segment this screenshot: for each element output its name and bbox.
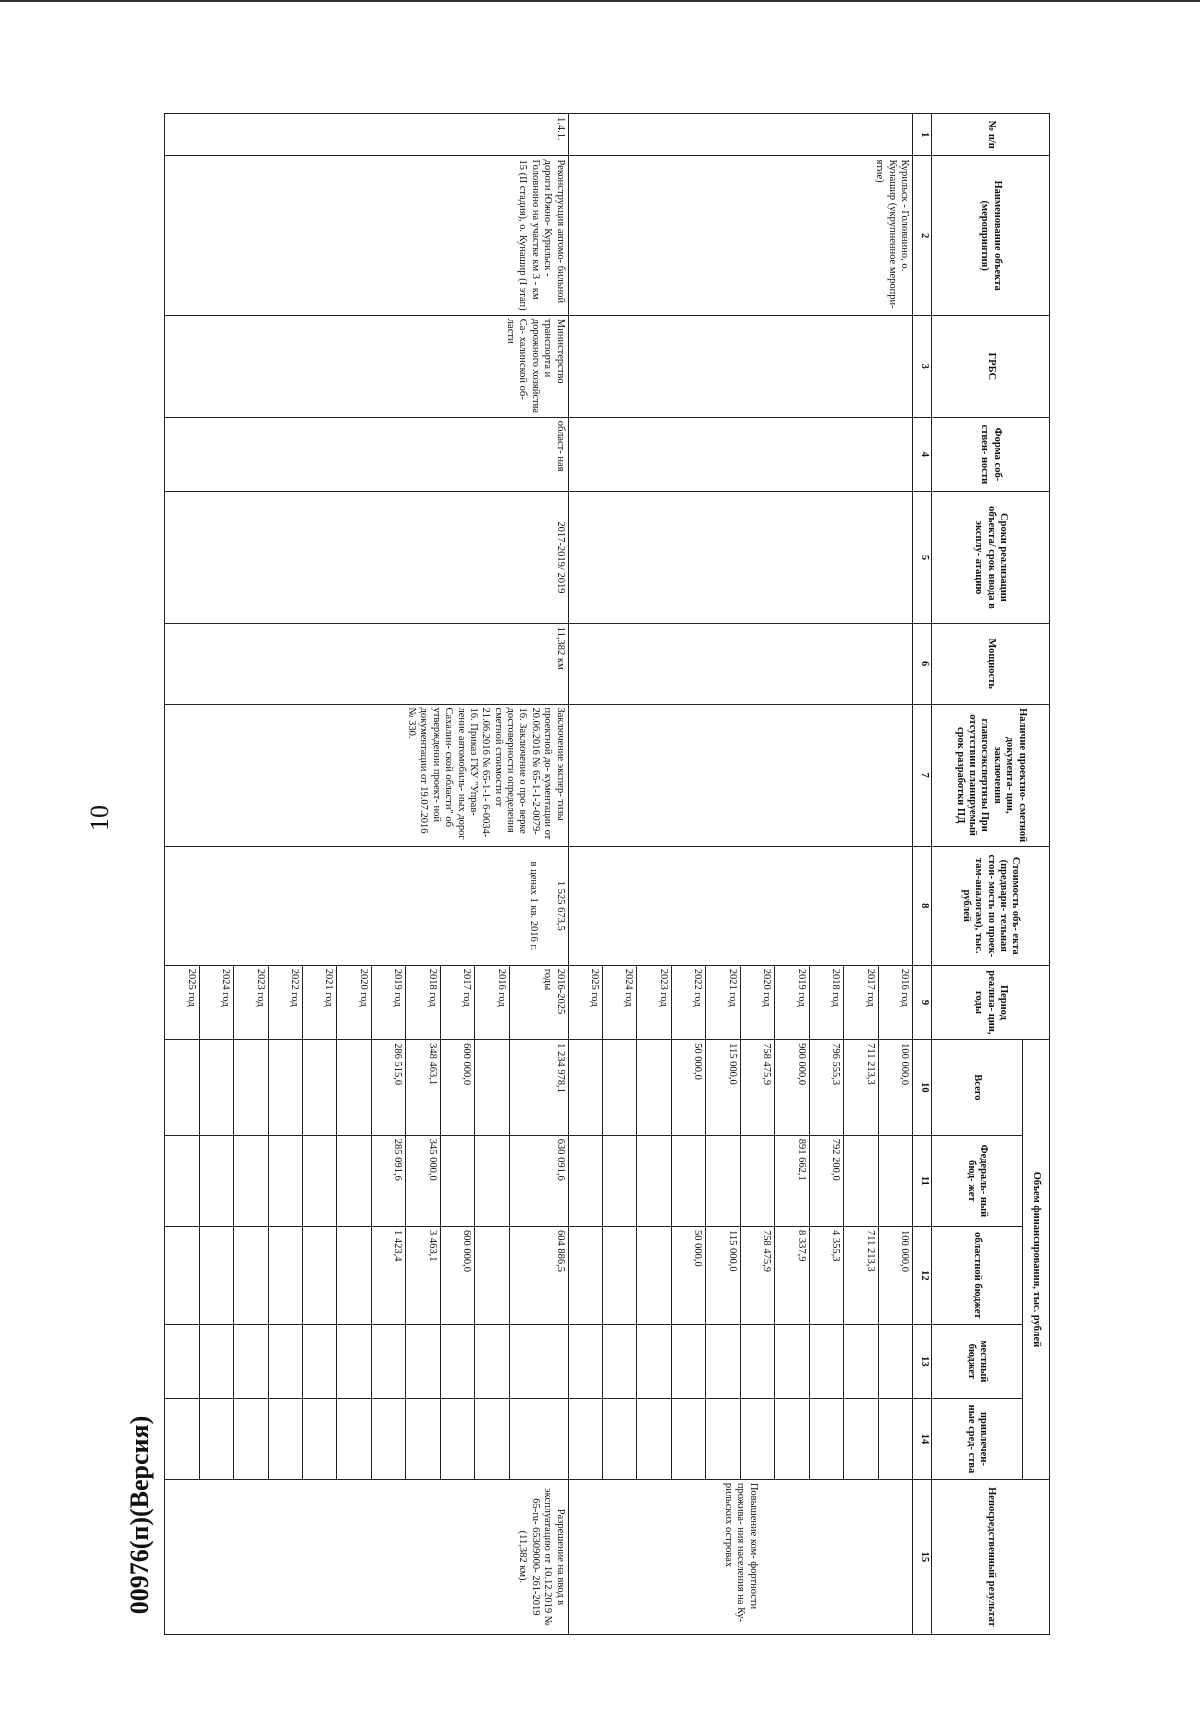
federal-cell <box>199 1135 233 1226</box>
ownership-cell <box>568 417 912 491</box>
header-num: № п/п <box>932 114 1050 156</box>
regional-cell: 100 000,0 <box>878 1227 912 1325</box>
local-cell <box>440 1324 474 1398</box>
local-cell <box>165 1324 200 1398</box>
column-number: 4 <box>913 417 932 491</box>
financing-table <box>164 113 1050 1635</box>
capacity-cell: 11,382 км <box>165 623 569 704</box>
local-cell <box>706 1324 740 1398</box>
header-federal: Федераль- ный бюд- жет <box>932 1135 1023 1226</box>
total-cell: 348 463,1 <box>406 1040 440 1136</box>
local-cell <box>475 1324 509 1398</box>
regional-cell: 1 423,4 <box>371 1227 405 1325</box>
column-number: 11 <box>913 1135 932 1226</box>
attracted-cell <box>268 1399 302 1480</box>
attracted-cell <box>740 1399 774 1480</box>
period-cell: 2019 год <box>775 965 809 1039</box>
federal-cell <box>475 1135 509 1226</box>
page-number: 10 <box>85 805 114 831</box>
regional-cell <box>199 1227 233 1325</box>
federal-cell <box>268 1135 302 1226</box>
scan-top-edge <box>0 0 1200 2</box>
regional-cell: 115 000,0 <box>706 1227 740 1325</box>
period-cell: 2021 год <box>303 965 337 1039</box>
column-number: 2 <box>913 156 932 315</box>
attracted-cell <box>475 1399 509 1480</box>
regional-cell <box>475 1227 509 1325</box>
federal-cell <box>165 1135 200 1226</box>
table-row <box>509 114 568 1635</box>
total-cell <box>568 1040 602 1136</box>
period-cell: 2023 год <box>234 965 268 1039</box>
header-capacity: Мощность <box>932 623 1050 704</box>
total-cell: 115 000,0 <box>706 1040 740 1136</box>
local-cell <box>809 1324 843 1398</box>
column-number: 6 <box>913 623 932 704</box>
attracted-cell <box>878 1399 912 1480</box>
regional-cell <box>568 1227 602 1325</box>
period-cell: 2020 год <box>337 965 371 1039</box>
attracted-cell <box>337 1399 371 1480</box>
column-number: 15 <box>913 1479 932 1634</box>
local-cell <box>740 1324 774 1398</box>
local-cell <box>603 1324 637 1398</box>
period-cell: 2017 год <box>844 965 878 1039</box>
ownership-cell: област- ная <box>165 417 569 491</box>
attracted-cell <box>637 1399 671 1480</box>
column-number: 9 <box>913 965 932 1039</box>
total-cell: 758 475,9 <box>740 1040 774 1136</box>
attracted-cell <box>603 1399 637 1480</box>
federal-cell <box>337 1135 371 1226</box>
total-cell: 796 555,3 <box>809 1040 843 1136</box>
federal-cell: 630 091,6 <box>509 1135 568 1226</box>
header-cost: Стоимость объ- екта (предвари- тельная стои- мость по проек- там-аналогам), тыс. рублей <box>932 846 1050 965</box>
federal-cell: 792 200,0 <box>809 1135 843 1226</box>
header-local: местный бюджет <box>932 1324 1023 1398</box>
regional-cell <box>303 1227 337 1325</box>
column-number: 14 <box>913 1399 932 1480</box>
local-cell <box>199 1324 233 1398</box>
attracted-cell <box>199 1399 233 1480</box>
attracted-cell <box>406 1399 440 1480</box>
period-cell: 2017 год <box>440 965 474 1039</box>
total-cell <box>199 1040 233 1136</box>
period-cell: 2025 год <box>165 965 200 1039</box>
table-container <box>164 113 1050 1635</box>
header-total: Всего <box>932 1040 1023 1136</box>
total-cell: 100 000,0 <box>878 1040 912 1136</box>
cost-cell <box>165 846 569 965</box>
federal-cell: 891 662,1 <box>775 1135 809 1226</box>
local-cell <box>303 1324 337 1398</box>
federal-cell <box>234 1135 268 1226</box>
local-cell <box>878 1324 912 1398</box>
attracted-cell <box>844 1399 878 1480</box>
federal-cell: 285 091,6 <box>371 1135 405 1226</box>
period-cell: 2016 год <box>475 965 509 1039</box>
total-cell <box>337 1040 371 1136</box>
grbs-cell: Министерство транспорта и дорожного хозяйства Са- халинской об- ласти <box>165 315 569 417</box>
regional-cell <box>603 1227 637 1325</box>
period-cell: 2016 год <box>878 965 912 1039</box>
period-cell: 2021 год <box>706 965 740 1039</box>
docs-cell <box>568 704 912 846</box>
period-cell: 2024 год <box>603 965 637 1039</box>
regional-cell: 50 000,0 <box>671 1227 705 1325</box>
attracted-cell <box>371 1399 405 1480</box>
header-financing: Объем финансирования, тыс. рублей <box>1023 1040 1050 1480</box>
result-cell: Повышение ком- фортности прожива- ния населения на Ку- рильских островах <box>568 1479 912 1634</box>
object-name-cell: Реконструкция автомо- бильной дороги Южно- Курильск - Головнино на участке км 3 - км 15 (II стадия), о. Кунашир (I этап) <box>165 156 569 315</box>
num-cell <box>568 114 912 156</box>
period-cell: 2023 год <box>637 965 671 1039</box>
period-cell: 2019 год <box>371 965 405 1039</box>
local-cell <box>268 1324 302 1398</box>
local-cell <box>234 1324 268 1398</box>
attracted-cell <box>509 1399 568 1480</box>
column-number: 12 <box>913 1227 932 1325</box>
cost-note: в ценах 1 кв. 2016 г. <box>528 861 540 951</box>
total-cell: 711 213,3 <box>844 1040 878 1136</box>
total-cell <box>637 1040 671 1136</box>
attracted-cell <box>809 1399 843 1480</box>
total-cell: 900 000,0 <box>775 1040 809 1136</box>
local-cell <box>406 1324 440 1398</box>
total-cell <box>603 1040 637 1136</box>
regional-cell <box>268 1227 302 1325</box>
regional-cell <box>337 1227 371 1325</box>
regional-cell: 758 475,9 <box>740 1227 774 1325</box>
header-regional: областной бюджет <box>932 1227 1023 1325</box>
terms-cell <box>568 492 912 624</box>
regional-cell: 8 337,9 <box>775 1227 809 1325</box>
header-object-name: Наименование объекта (мероприятия) <box>932 156 1050 315</box>
local-cell <box>671 1324 705 1398</box>
column-number: 10 <box>913 1040 932 1136</box>
terms-cell: 2017-2019/ 2019 <box>165 492 569 624</box>
attracted-cell <box>568 1399 602 1480</box>
federal-cell <box>878 1135 912 1226</box>
regional-cell: 4 355,3 <box>809 1227 843 1325</box>
regional-cell <box>637 1227 671 1325</box>
regional-cell: 711 213,3 <box>844 1227 878 1325</box>
attracted-cell <box>671 1399 705 1480</box>
total-cell: 286 515,0 <box>371 1040 405 1136</box>
column-number: 1 <box>913 114 932 156</box>
total-cell <box>475 1040 509 1136</box>
period-cell: 2016-2025 годы <box>509 965 568 1039</box>
local-cell <box>568 1324 602 1398</box>
header-result: Непосредственный результат <box>932 1479 1050 1634</box>
grbs-cell <box>568 315 912 417</box>
total-cell <box>303 1040 337 1136</box>
attracted-cell <box>706 1399 740 1480</box>
table-row <box>878 114 912 1635</box>
attracted-cell <box>440 1399 474 1480</box>
attracted-cell <box>165 1399 200 1480</box>
federal-cell <box>740 1135 774 1226</box>
column-numbers-row <box>913 114 932 1635</box>
table-body <box>165 114 932 1635</box>
column-number: 5 <box>913 492 932 624</box>
column-number: 13 <box>913 1324 932 1398</box>
header-terms: Сроки реализации объекта/ срок ввода в эксплу- атацию <box>932 492 1050 624</box>
header-ownership: Форма соб- ствен- ности <box>932 417 1050 491</box>
period-cell: 2018 год <box>406 965 440 1039</box>
local-cell <box>844 1324 878 1398</box>
num-cell: 1.4.1. <box>165 114 569 156</box>
total-cell: 1 234 978,1 <box>509 1040 568 1136</box>
attracted-cell <box>234 1399 268 1480</box>
total-cell <box>234 1040 268 1136</box>
period-cell: 2025 год <box>568 965 602 1039</box>
period-cell: 2022 год <box>671 965 705 1039</box>
column-number: 7 <box>913 704 932 846</box>
federal-cell <box>603 1135 637 1226</box>
federal-cell <box>671 1135 705 1226</box>
version-label: 00976(п)(Версия) <box>125 1415 154 1615</box>
local-cell <box>775 1324 809 1398</box>
column-number: 8 <box>913 846 932 965</box>
regional-cell: 604 886,5 <box>509 1227 568 1325</box>
total-cell <box>268 1040 302 1136</box>
cost-value: 1 525 673,5 <box>554 880 566 931</box>
regional-cell: 3 463,1 <box>406 1227 440 1325</box>
period-cell: 2024 год <box>199 965 233 1039</box>
federal-cell <box>844 1135 878 1226</box>
federal-cell <box>568 1135 602 1226</box>
object-name-cell: Курильск - Головнино, о. Кунашир (укрупненное меропри- ятие) <box>568 156 912 315</box>
local-cell <box>637 1324 671 1398</box>
column-number: 3 <box>913 315 932 417</box>
attracted-cell <box>775 1399 809 1480</box>
total-cell: 600 000,0 <box>440 1040 474 1136</box>
cost-cell <box>568 846 912 965</box>
header-period: Период реализа- ции, годы <box>932 965 1050 1039</box>
period-cell: 2022 год <box>268 965 302 1039</box>
attracted-cell <box>303 1399 337 1480</box>
federal-cell <box>303 1135 337 1226</box>
federal-cell <box>637 1135 671 1226</box>
period-cell: 2018 год <box>809 965 843 1039</box>
regional-cell: 600 000,0 <box>440 1227 474 1325</box>
header-grbs: ГРБС <box>932 315 1050 417</box>
regional-cell <box>165 1227 200 1325</box>
period-cell: 2020 год <box>740 965 774 1039</box>
local-cell <box>337 1324 371 1398</box>
federal-cell: 345 000,0 <box>406 1135 440 1226</box>
federal-cell <box>706 1135 740 1226</box>
docs-cell: Заключение экспер- тизы проектной до- кументации от 20.06.2016 № 65-1-1-2-0079-16. Заключение о про- верке достоверности определения сметной стоимости от 21.06.2016 № 65-1-1- 6-0034-16. Приказ ГКУ "Управ- ление автомобиль- ных дорог Сахалин- ской области" об утверждении проект- ной документации от 19.07.2016 № 330. <box>165 704 569 846</box>
total-cell: 50 000,0 <box>671 1040 705 1136</box>
result-cell: Разрешение на ввод в эксплуатацию от 10.12.2019 № 65-ru- 65309000- 261-2019 (11,382 км). <box>165 1479 569 1634</box>
header-design-docs: Наличие проектно- сметной документа- ции, заключения главгосэкспертизы При отсутствии планируемый срок разработки ПД <box>932 704 1050 846</box>
header-attracted: привлечен- ные сред- ства <box>932 1399 1023 1480</box>
local-cell <box>509 1324 568 1398</box>
local-cell <box>371 1324 405 1398</box>
regional-cell <box>234 1227 268 1325</box>
federal-cell <box>440 1135 474 1226</box>
capacity-cell <box>568 623 912 704</box>
total-cell <box>165 1040 200 1136</box>
